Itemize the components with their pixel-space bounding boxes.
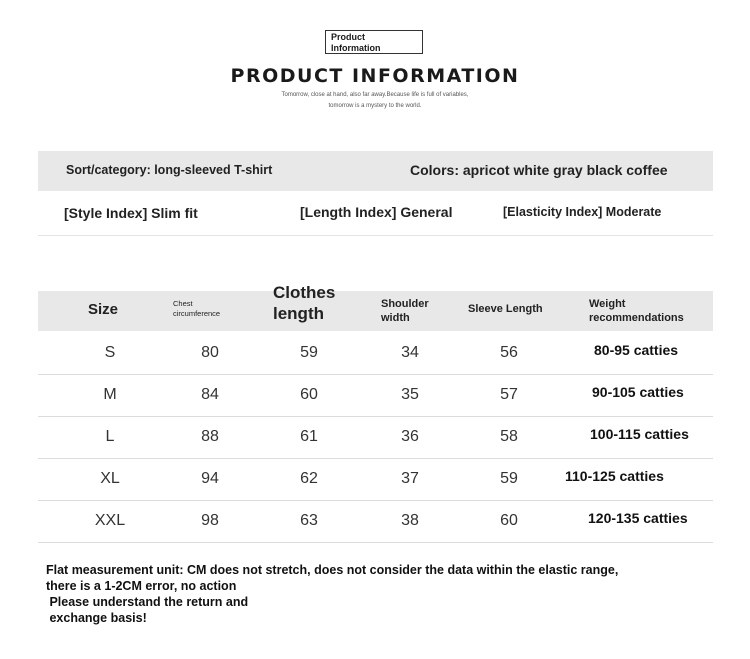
- cell-chest: 88: [201, 428, 219, 445]
- cell-sleeve: 59: [500, 470, 518, 487]
- cell-shoulder: 38: [401, 512, 419, 529]
- header-chest-line-1: Chest: [173, 299, 193, 308]
- table-row: [38, 500, 713, 543]
- table-row: [38, 374, 713, 417]
- elasticity-index-text: [Elasticity Index] Moderate: [503, 205, 662, 219]
- product-info-tag: [325, 30, 423, 54]
- cell-weight: 100-115 catties: [590, 426, 689, 442]
- cell-chest: 94: [201, 470, 219, 487]
- cell-length: 59: [300, 344, 318, 361]
- tag-line-1: Product: [331, 32, 366, 42]
- colors-text: Colors: apricot white gray black coffee: [410, 162, 668, 178]
- info-divider: [38, 235, 713, 236]
- cell-shoulder: 35: [401, 386, 419, 403]
- header-weight: [589, 297, 684, 325]
- page-title: PRODUCT INFORMATION: [230, 65, 520, 87]
- note-line-4: exchange basis!: [46, 611, 147, 625]
- header-sleeve-length: Sleeve Length: [468, 303, 543, 315]
- cell-size: L: [105, 428, 115, 445]
- cell-size: M: [103, 386, 117, 403]
- header-chest-line-2: circumference: [173, 309, 221, 318]
- cell-length: 60: [300, 386, 318, 403]
- cell-weight: 110-125 catties: [565, 468, 664, 484]
- cell-chest: 80: [201, 344, 219, 361]
- header-length-line-2: length: [273, 304, 324, 323]
- cell-shoulder: 37: [401, 470, 419, 487]
- measurement-note: [46, 562, 726, 626]
- header-shoulder-width: [381, 297, 429, 325]
- cell-sleeve: 58: [500, 428, 518, 445]
- cell-size: S: [104, 344, 116, 361]
- header-weight-line-2: recommendations: [589, 312, 684, 324]
- cell-weight: 120-135 catties: [588, 510, 688, 526]
- header-size: Size: [88, 301, 119, 318]
- length-index-text: [Length Index] General: [300, 204, 453, 220]
- size-table-header: [38, 283, 713, 331]
- note-line-3: Please understand the return and: [46, 595, 249, 609]
- cell-length: 62: [300, 470, 318, 487]
- note-line-2: there is a 1-2CM error, no action: [46, 579, 237, 593]
- header-shoulder-line-1: Shoulder: [381, 298, 429, 310]
- table-row: [38, 332, 713, 375]
- cell-sleeve: 60: [500, 512, 518, 529]
- header-weight-line-1: Weight: [589, 298, 626, 310]
- cell-chest: 84: [201, 386, 219, 403]
- tag-line-2: Information: [331, 43, 381, 53]
- cell-chest: 98: [201, 512, 219, 529]
- cell-sleeve: 56: [500, 344, 518, 361]
- subtitle: [0, 90, 750, 112]
- cell-sleeve: 57: [500, 386, 518, 403]
- cell-weight: 80-95 catties: [594, 342, 679, 358]
- header-clothes-length: [273, 282, 335, 324]
- cell-size: XXL: [94, 512, 126, 529]
- table-row: [38, 416, 713, 459]
- style-index-text: [Style Index] Slim fit: [64, 205, 198, 221]
- header-shoulder-line-2: width: [381, 312, 410, 324]
- subtitle-line-2: tomorrow is a mystery to the world.: [328, 103, 422, 109]
- subtitle-line-1: Tomorrow, close at hand, also far away.Because life is full of variables,: [281, 92, 469, 98]
- cell-shoulder: 36: [401, 428, 419, 445]
- category-text: Sort/category: long-sleeved T-shirt: [66, 163, 273, 177]
- cell-shoulder: 34: [401, 344, 419, 361]
- cell-length: 61: [300, 428, 318, 445]
- cell-size: XL: [100, 470, 120, 487]
- table-row: [38, 458, 713, 501]
- cell-length: 63: [300, 512, 318, 529]
- note-line-1: Flat measurement unit: CM does not stretch, does not consider the data within the elastic range,: [46, 563, 619, 577]
- header-length-line-1: Clothes: [273, 283, 336, 302]
- cell-weight: 90-105 catties: [592, 384, 684, 400]
- header-chest: [173, 299, 220, 319]
